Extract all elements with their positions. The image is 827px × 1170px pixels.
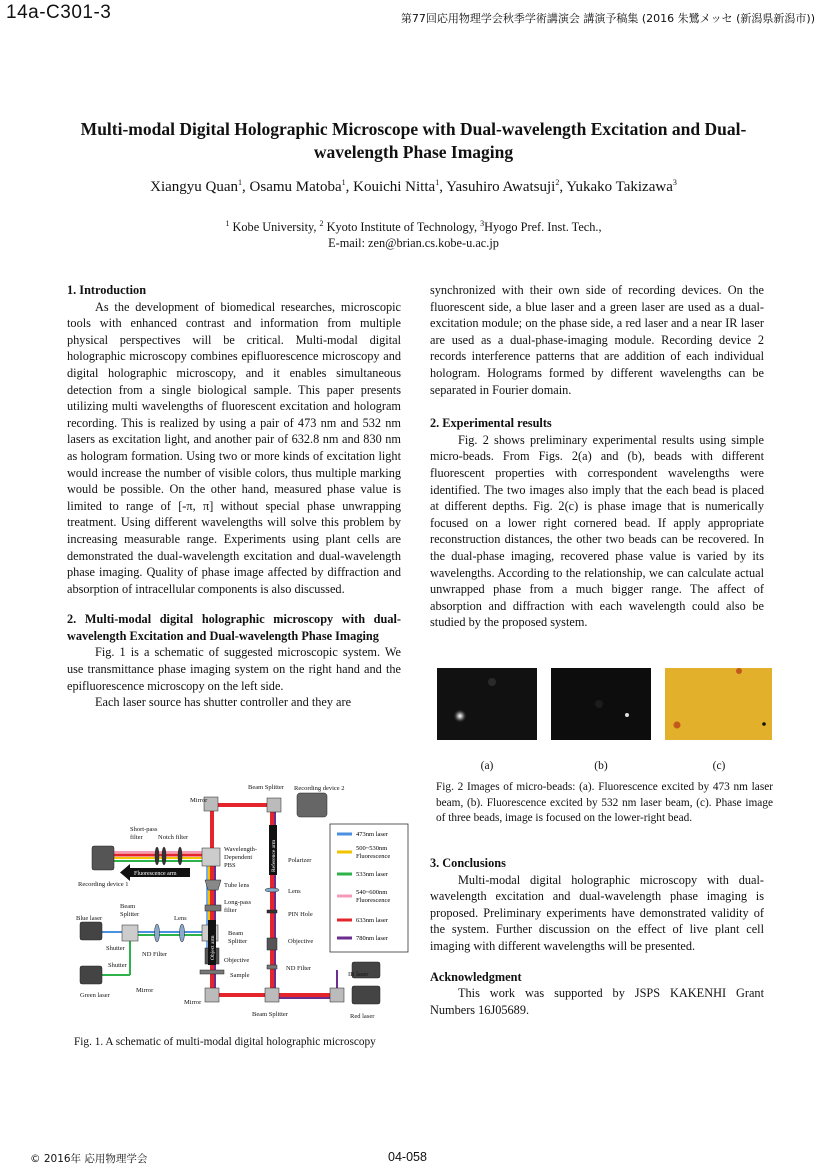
legend-label: 533nm laser xyxy=(356,871,388,878)
label: Shutter xyxy=(108,962,127,969)
section-heading: 2. Multi-modal digital holographic microscopy with dual- wavelength Excitation and Dual-wavelength Phase Imaging xyxy=(67,612,401,643)
label: Mirror xyxy=(190,797,208,804)
paper-code: 14a-C301-3 xyxy=(6,2,112,23)
label: Splitter xyxy=(228,938,248,945)
page-number: 04-058 xyxy=(388,1150,427,1164)
label: Beam xyxy=(120,903,136,910)
copyright: © 2016年 応用物理学会 xyxy=(30,1153,148,1165)
label: Tube lens xyxy=(224,882,250,889)
label: Short-pass xyxy=(130,826,158,833)
fig1-caption: Fig. 1. A schematic of multi-modal digital holographic microscopy xyxy=(74,1036,376,1048)
fig1-legend xyxy=(330,824,408,952)
label: Red laser xyxy=(350,1013,375,1020)
author: Xiangyu Quan xyxy=(150,179,239,195)
affil-1: Kobe University, xyxy=(232,220,320,235)
paper-title: Multi-modal Digital Holographic Microscope with Dual-wavelength Excitation and Dual-wavelength Phase Imaging xyxy=(80,119,747,162)
ack-paragraph: This work was supported by JSPS KAKENHI Grant Numbers 16J05689. xyxy=(430,986,764,1017)
conference-header: 第77回応用物理学会秋季学術講演会 講演予稿集 (2016 朱鷺メッセ (新潟県新潟市)) xyxy=(400,12,815,25)
label: Lens xyxy=(174,915,187,922)
author: Kouichi Nitta xyxy=(353,179,436,195)
left-column xyxy=(67,282,401,711)
label: Beam Splitter xyxy=(248,784,284,791)
right-column xyxy=(430,282,764,631)
intro-paragraph: As the development of biomedical researches, microscopic tools with enhanced contrast and information from multiple physical perspectives will be critical. Multi-modal digital holographic microscopy combines epifluorescence microscopy and digital holographic microscopy, and it enables simultaneous detection from a single biological sample. This paper presents utilizing multi wavelengths of fluorescent excitation and hologram recording. This is realized by using a pair of 473 nm and 532 nm lasers as excitation light, and another pair of 632.8 nm and 830 nm as hologram formation. Using two or more kinds of excitation light would increase the number of visible colors, thus multiple marking would be possible. On the other hand, measured phase value is limited to range of [-π, π] without special phase unwrapping treatment. Using different wavelengths will solve this problem by increasing measurable range. Experiments using plant cells are demonstrated the dual-wavelength excitation and dual-wavelength phase imaging. Quality of phase image affected by diffraction and absorption of intracellular components is also discussed. xyxy=(67,299,401,596)
fig2c-label: (c) xyxy=(712,760,726,772)
fig2c-beads xyxy=(665,668,772,740)
fig2b-label: (b) xyxy=(594,760,608,772)
label: Notch filter xyxy=(158,834,189,841)
affil-sup: 1 xyxy=(225,219,230,228)
affil-2: Kyoto Institute of Technology, xyxy=(326,220,481,235)
author-sup: 1 xyxy=(238,178,243,187)
author-sup: 1 xyxy=(435,178,440,187)
label: IR laser xyxy=(348,971,369,978)
label: ND Filter xyxy=(286,965,312,972)
label: Polarizer xyxy=(288,857,312,864)
exp-paragraph: Fig. 2 shows preliminary experimental results using simple micro-beads. From Figs. 2(a) and (b), beads with different fluorescent properties with correspondent wavelengths were identified. The two images also imply that the each bead is placed at different depths. Fig. 2(c) is phase image that is numerically focused on a lower right cornered bead. If apply appropriate reconstruction distances, the other two beads can be recovered. In the dual-phase imaging, recovered phase value is varied by its wavelengths. According to the relationship, we can calculate actual unwrapped phase from a much bigger range. The affect of absorption and diffraction with each wavelength could also be studied by the proposed system. xyxy=(430,432,764,630)
fluorescence-arm-label: Fluorescence arm xyxy=(134,871,177,877)
section-heading: 2. Experimental results xyxy=(430,416,552,431)
author-sup: 1 xyxy=(341,178,346,187)
label: Splitter xyxy=(120,911,140,918)
fig2a-label: (a) xyxy=(480,760,494,772)
label: PIN Hole xyxy=(288,911,313,918)
object-arm-label: Object arm xyxy=(210,935,216,960)
fig2b-image xyxy=(551,668,651,740)
label: Objective xyxy=(224,957,250,964)
label: Shutter xyxy=(106,945,125,952)
right-column-lower xyxy=(430,855,764,1018)
label: ND Filter xyxy=(142,951,168,958)
label: Beam Splitter xyxy=(252,1011,288,1018)
section-heading: 3. Conclusions xyxy=(430,856,506,870)
label: Sample xyxy=(230,972,250,979)
label: Objective xyxy=(288,938,314,945)
legend-label: 540~600nm xyxy=(356,889,388,896)
label: filter xyxy=(224,907,237,914)
section-heading: Acknowledgment xyxy=(430,969,522,984)
sec2-paragraph-1: Fig. 1 is a schematic of suggested microscopic system. We use transmittance phase imaging system on the right hand and the epifluorescence microscopy on the left side. xyxy=(67,645,401,693)
label: Recording device 2 xyxy=(294,785,345,792)
fig2-caption: Fig. 2 Images of micro-beads: (a). Fluorescence excited by 473 nm laser beam, (b). Fluorescence excited by 532 nm laser beam, (c). Phase image of three beads, image is focused on the lower-right bead. xyxy=(436,781,773,824)
affiliations xyxy=(60,216,767,251)
label: Mirror xyxy=(136,987,154,994)
affil-sup: 3 xyxy=(480,219,485,228)
author: Yasuhiro Awatsuji xyxy=(446,179,556,195)
label: Recording device 1 xyxy=(78,881,129,888)
label: PBS xyxy=(224,862,236,869)
right-paragraph-1: synchronized with their own side of recording devices. On the fluorescent side, a blue laser and a green laser are used as a dual-excitation module; on the phase side, a red laser and a near IR laser are used as a dual-phase-imaging module. Recording device 2 records interference patterns that are addition of each individual hologram. Holograms formed by different wavelengths can be separated in Fourier domain. xyxy=(430,283,764,397)
author-sup: 3 xyxy=(672,178,677,187)
label: Wavelength- xyxy=(224,846,258,853)
legend-label: Fluorescence xyxy=(356,853,391,860)
author-list: Xiangyu Quan$^1$, Osamu Matoba$^1$, Kouichi Nitta$^1$, Yasuhiro Awatsuji$^2$, Yukako Takizawa$^3$ xyxy=(150,178,677,195)
legend-label: 633nm laser xyxy=(356,917,388,924)
label: Blue laser xyxy=(76,915,103,922)
affil-sup: 2 xyxy=(319,219,324,228)
legend-label: 500~530nm xyxy=(356,845,388,852)
legend-label: 473nm laser xyxy=(356,831,388,838)
label: Green laser xyxy=(80,992,110,999)
fig2a-beads xyxy=(437,668,537,740)
label: Beam xyxy=(228,930,244,937)
author: Osamu Matoba xyxy=(249,179,342,195)
label: Dependent xyxy=(224,854,253,861)
author: Yukako Takizawa xyxy=(566,179,673,195)
author-sup: 2 xyxy=(555,178,560,187)
section-heading: 1. Introduction xyxy=(67,283,147,297)
legend-label: Fluorescence xyxy=(356,897,391,904)
label: Mirror xyxy=(184,999,202,1006)
label: Long-pass xyxy=(224,899,252,906)
fig2c-image xyxy=(665,668,765,740)
fig2a-image xyxy=(437,668,537,740)
affil-3: Hyogo Pref. Inst. Tech., xyxy=(484,220,602,235)
sec2-paragraph-2: Each laser source has shutter controller and they are xyxy=(95,695,352,710)
fig2b-beads xyxy=(551,668,651,740)
conclusion-paragraph: Multi-modal digital holographic microscopy with dual-wavelength excitation and dual-wavelength phase imaging is proposed. Preliminary experiments have demonstrated validity of the system. Further discussion on the effect of live plant cell imaging with different wavelengths will be presented. xyxy=(430,872,764,953)
fig1-schematic xyxy=(72,780,412,1020)
label: Lens xyxy=(288,888,301,895)
reference-arm-label: Reference arm xyxy=(271,839,277,872)
legend-label: 780nm laser xyxy=(356,935,388,942)
email: E-mail: zen@brian.cs.kobe-u.ac.jp xyxy=(328,236,499,251)
label: filter xyxy=(130,834,143,841)
